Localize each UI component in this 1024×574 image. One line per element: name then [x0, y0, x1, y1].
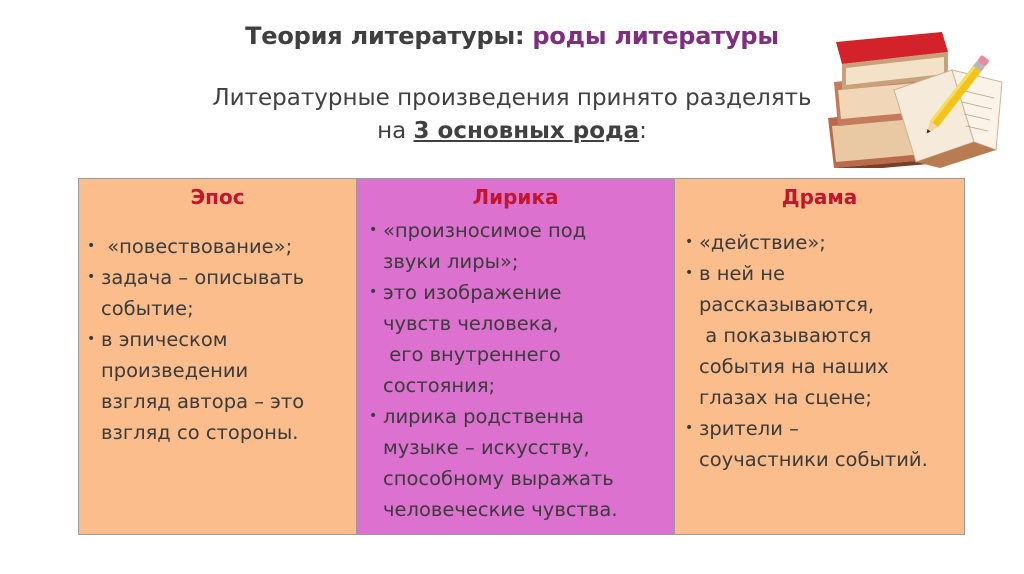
list-item — [87, 262, 356, 324]
list-item-line: событие; — [101, 297, 194, 320]
list-item-line: «действие»; — [699, 231, 826, 254]
column-heading-drama: Драма — [781, 185, 858, 209]
bullet-icon: • — [685, 420, 694, 436]
list-item-line: чувств человека, — [383, 312, 559, 335]
bullet-icon: • — [369, 408, 378, 424]
list-item-line: задача – описывать — [101, 266, 305, 289]
subtitle-line-1: Литературные произведения принято разделять — [212, 85, 812, 111]
column-drama — [675, 179, 964, 534]
list-item-line: лирика родственна — [383, 405, 584, 428]
subtitle-suffix: : — [639, 118, 647, 144]
bullet-icon: • — [685, 234, 694, 250]
drama-list — [685, 227, 964, 475]
list-item-line: человеческие чувства. — [383, 498, 618, 521]
list-item-line: состояния; — [383, 374, 496, 397]
title-topic: Теория литературы: — [245, 22, 525, 50]
list-item-line: произведении — [101, 359, 249, 382]
list-item-line: соучастники событий. — [699, 448, 928, 471]
list-item-line: взгляд автора – это — [101, 390, 305, 413]
column-epos — [79, 179, 357, 534]
list-item — [685, 258, 964, 413]
bullet-icon: • — [87, 238, 96, 254]
list-item-line: события на наших — [699, 355, 889, 378]
list-item-line: музыке – искусству, — [383, 436, 590, 459]
list-item-line: звуки лиры»; — [383, 250, 519, 273]
list-item-line: взгляд со стороны. — [101, 421, 299, 444]
list-item-line: это изображение — [383, 281, 562, 304]
list-item-line: а показываются — [699, 324, 872, 347]
list-item-line: зрители – — [699, 417, 799, 440]
list-item — [685, 413, 964, 475]
list-item-line: рассказываются, — [699, 293, 875, 316]
column-heading-epos: Эпос — [190, 185, 245, 209]
lirika-list — [369, 215, 674, 525]
bullet-icon: • — [369, 222, 378, 238]
list-item-line: его внутреннего — [383, 343, 561, 366]
subtitle-prefix: на — [377, 118, 414, 144]
list-item — [685, 227, 964, 258]
list-item-line: в ней не — [699, 262, 786, 285]
bullet-icon: • — [369, 284, 378, 300]
list-item — [369, 215, 674, 277]
list-item — [87, 324, 356, 448]
subtitle-emphasis: 3 основных рода — [413, 118, 640, 144]
list-item — [369, 401, 674, 525]
list-item-line: в эпическом — [101, 328, 228, 351]
list-item-line: глазах на сцене; — [699, 386, 872, 409]
epos-list — [87, 231, 356, 448]
bullet-icon: • — [685, 265, 694, 281]
bullet-icon: • — [87, 269, 96, 285]
bullet-icon: • — [87, 331, 96, 347]
column-lirika — [357, 179, 675, 534]
books-pencil-illustration — [824, 30, 1006, 168]
list-item-line: «произносимое под — [383, 219, 587, 242]
list-item — [87, 231, 356, 262]
list-item-line: способному выражать — [383, 467, 614, 490]
list-item-line: «повествование»; — [101, 235, 293, 258]
list-item — [369, 277, 674, 401]
column-heading-lirika: Лирика — [472, 185, 559, 209]
genres-table — [78, 178, 965, 535]
title-subtopic: роды литературы — [532, 22, 779, 50]
